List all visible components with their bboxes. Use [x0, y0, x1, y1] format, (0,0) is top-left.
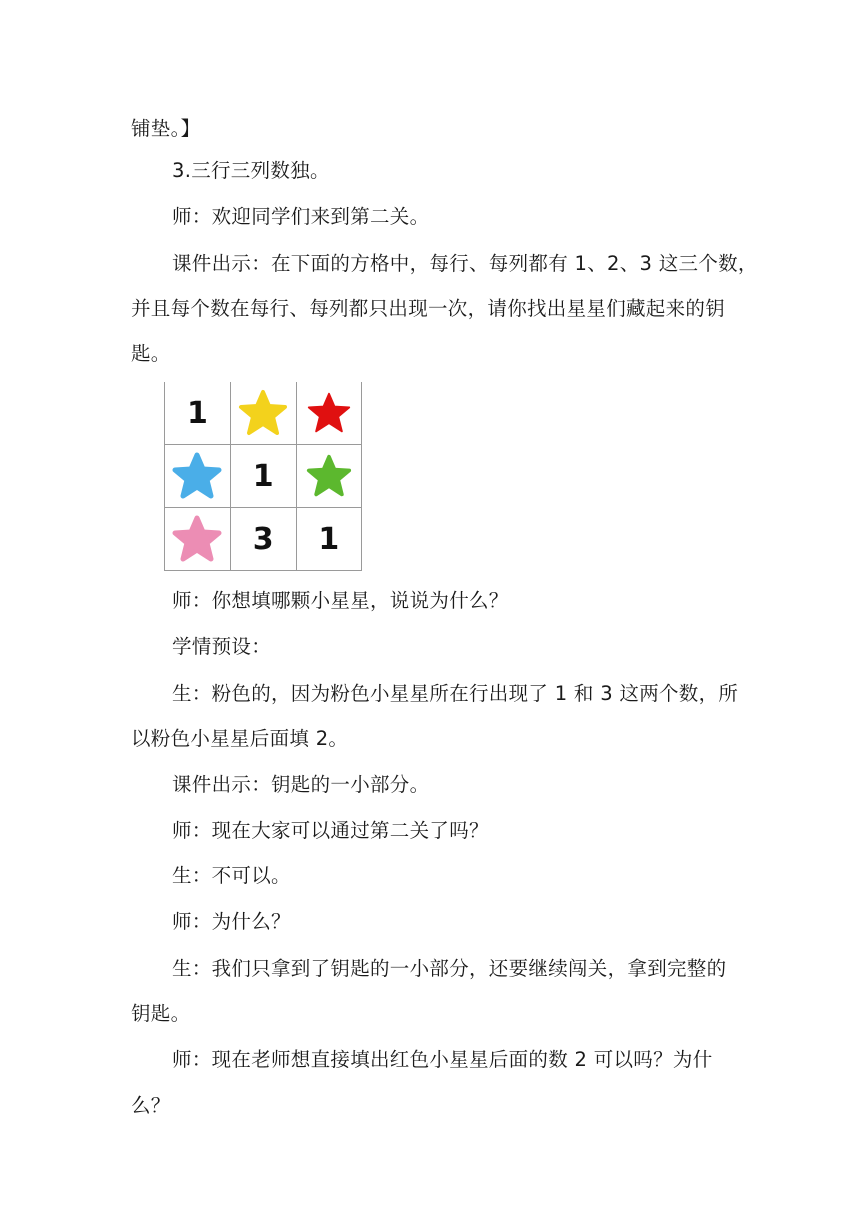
grid-cell [165, 508, 231, 571]
sudoku-grid [164, 382, 362, 568]
cell-number: 1 [252, 458, 274, 494]
paragraph-line: 并且每个数在每行、每列都只出现一次，请你找出星星们藏起来的钥 [131, 297, 726, 320]
grid-cell [296, 445, 361, 508]
paragraph-line: 师：你想填哪颗小星星，说说为什么？ [172, 589, 509, 612]
grid-cell [296, 508, 361, 571]
grid-row [165, 445, 362, 508]
cell-number: 1 [186, 395, 208, 431]
cell-number: 3 [252, 521, 274, 557]
blue-star-icon [172, 452, 222, 500]
paragraph-line: 生：不可以。 [172, 864, 291, 887]
grid-cell [230, 508, 296, 571]
green-star-icon [306, 453, 352, 499]
pink-star-icon [172, 515, 222, 563]
cell-number: 1 [318, 521, 340, 557]
paragraph-line: 师：欢迎同学们来到第二关。 [172, 205, 430, 228]
paragraph-line: 生：我们只拿到了钥匙的一小部分，还要继续闯关，拿到完整的 [172, 957, 727, 980]
grid-cell [165, 382, 231, 445]
paragraph-line: 课件出示：钥匙的一小部分。 [172, 773, 430, 796]
grid-row [165, 382, 362, 445]
paragraph-line: 么？ [131, 1094, 171, 1117]
paragraph-line: 学情预设： [172, 635, 272, 658]
grid-cell [230, 445, 296, 508]
yellow-star-icon [238, 389, 288, 437]
red-star-icon [306, 390, 352, 436]
grid-cell [230, 382, 296, 445]
grid-row [165, 508, 362, 571]
paragraph-line: 生：粉色的，因为粉色小星星所在行出现了 1 和 3 这两个数，所 [172, 682, 739, 705]
grid-cell [296, 382, 361, 445]
section-heading: 3.三行三列数独。 [172, 159, 330, 182]
paragraph-line: 匙。 [131, 342, 171, 365]
paragraph-line: 以粉色小星星后面填 2。 [131, 727, 349, 750]
paragraph-line: 师：为什么？ [172, 910, 291, 933]
paragraph-line: 课件出示：在下面的方格中，每行、每列都有 1、2、3 这三个数， [172, 252, 758, 275]
paragraph-line: 师：现在大家可以通过第二关了吗？ [172, 819, 489, 842]
paragraph-line: 钥匙。 [131, 1002, 191, 1025]
paragraph-line: 铺垫。】 [131, 117, 201, 140]
paragraph-line: 师：现在老师想直接填出红色小星星后面的数 2 可以吗？为什 [172, 1048, 713, 1071]
grid-cell [165, 445, 231, 508]
